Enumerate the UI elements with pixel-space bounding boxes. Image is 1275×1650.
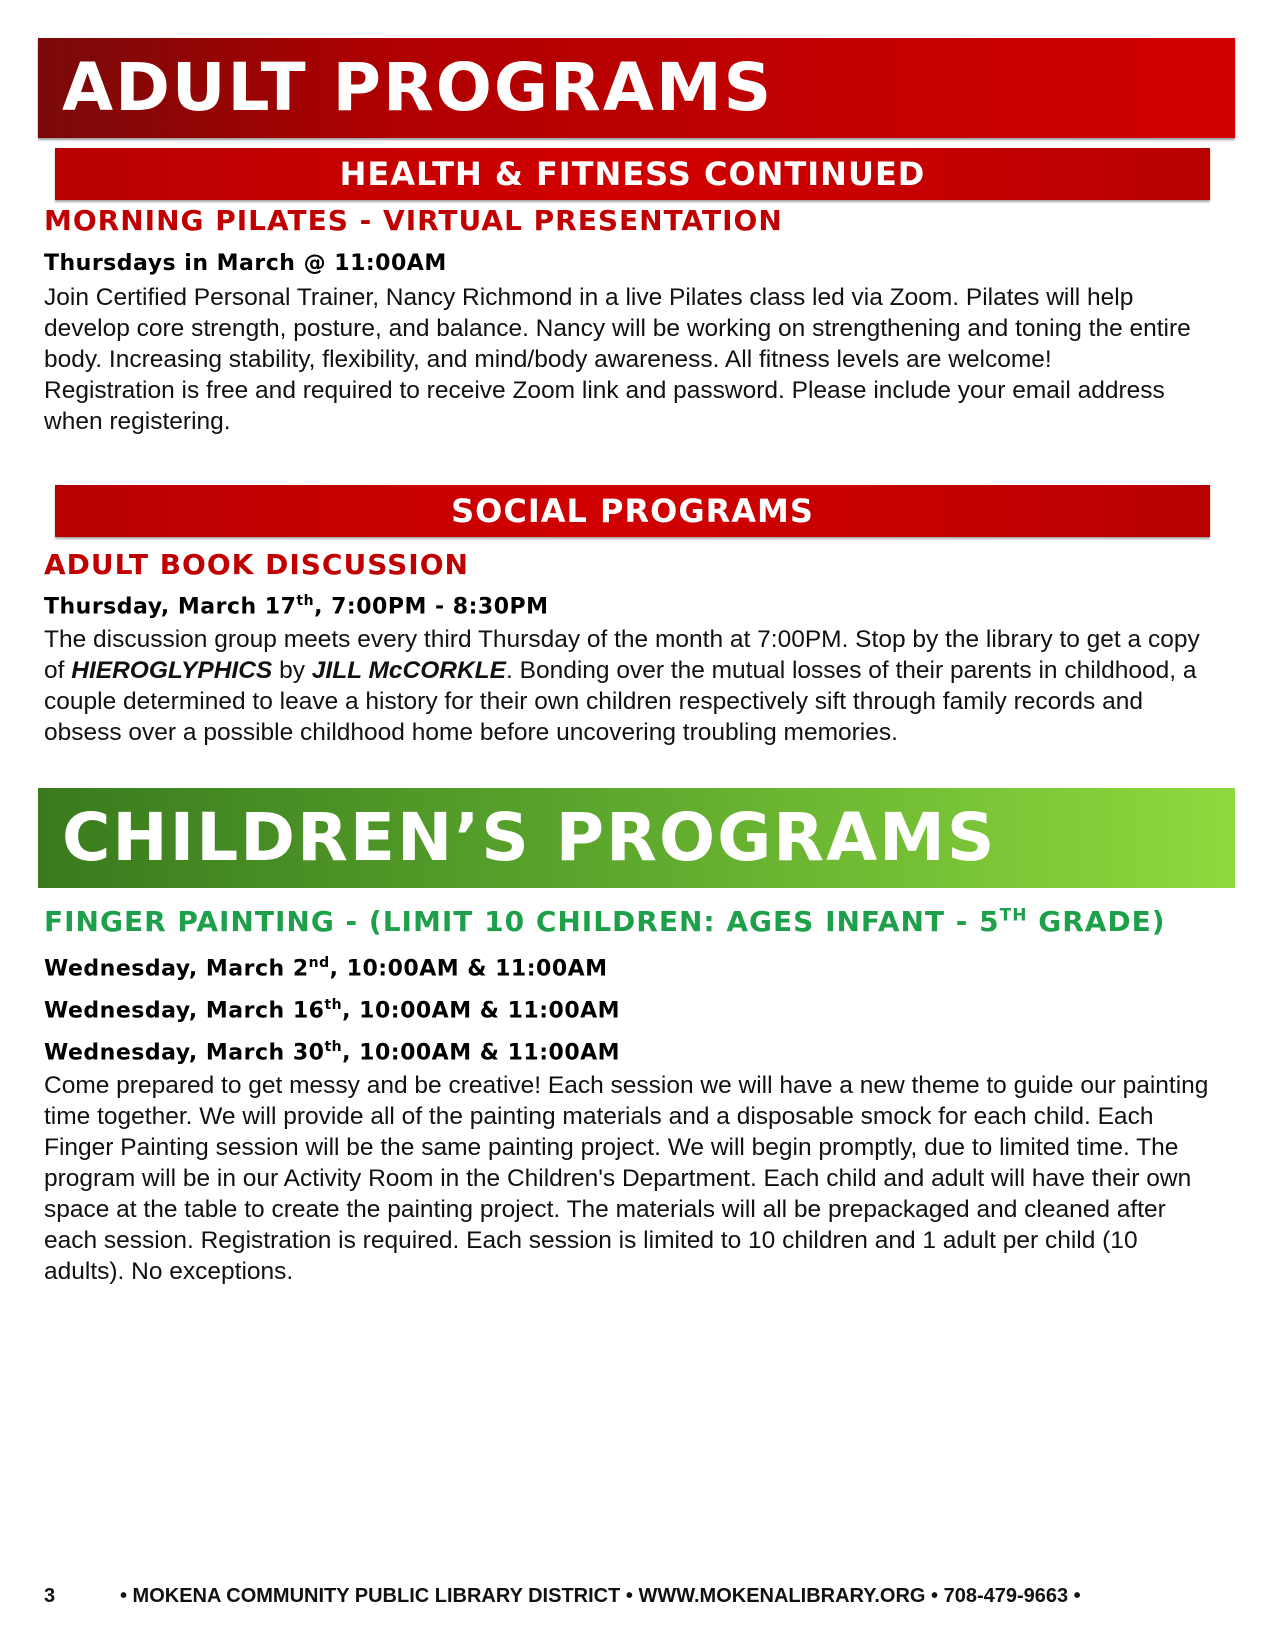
page-number: 3 bbox=[44, 1585, 56, 1607]
book-discussion-day: Thursday, March 17 bbox=[44, 594, 297, 620]
finger-painting-session bbox=[44, 997, 620, 1023]
book-discussion-schedule bbox=[44, 593, 549, 619]
book-discussion-day-suffix: th bbox=[296, 593, 315, 609]
childrens-programs-banner bbox=[38, 788, 1235, 888]
finger-painting-title bbox=[44, 905, 1166, 938]
pilates-description bbox=[44, 282, 1224, 437]
finger-painting-session bbox=[44, 955, 608, 981]
session-time: , 10:00AM & 11:00AM bbox=[342, 1040, 621, 1066]
finger-painting-session bbox=[44, 1039, 620, 1065]
pilates-schedule: Thursdays in March @ 11:00AM bbox=[44, 251, 447, 276]
session-day-suffix: th bbox=[324, 997, 343, 1013]
pilates-description-text: Join Certified Personal Trainer, Nancy Richmond in a live Pilates class led via Zoom. Pilates will help develop core strength, posture, and balance. Nancy will be working on strengthening and toning the entire body. Increasing stability, flexibility, and mind/body awareness. All fitness levels are welcome! bbox=[44, 284, 1191, 373]
book-discussion-time: , 7:00PM - 8:30PM bbox=[314, 594, 549, 620]
adult-programs-title: ADULT PROGRAMS bbox=[62, 49, 774, 126]
session-day-suffix: th bbox=[324, 1039, 343, 1055]
social-programs-section-bar bbox=[55, 485, 1210, 537]
social-programs-section-title: SOCIAL PROGRAMS bbox=[451, 492, 814, 530]
book-discussion-description bbox=[44, 624, 1224, 748]
finger-painting-title-part-b: GRADE) bbox=[1027, 905, 1166, 938]
childrens-programs-title: CHILDREN’S PROGRAMS bbox=[62, 799, 997, 876]
pilates-title: MORNING PILATES - VIRTUAL PRESENTATION bbox=[44, 204, 783, 237]
book-description-part-b: by bbox=[272, 657, 312, 684]
pilates-registration-text: Registration is free and required to receive Zoom link and password. Please include your email address when registering. bbox=[44, 377, 1165, 435]
book-discussion-title: ADULT BOOK DISCUSSION bbox=[44, 548, 469, 581]
session-time: , 10:00AM & 11:00AM bbox=[342, 998, 621, 1024]
book-description-part-c: . Bonding over the mutual losses of their parents in childhood, a couple determined to leave a history for their own children respectively sift through family records and obsess over a possible childhood home before uncovering troubling memories. bbox=[44, 657, 1197, 746]
finger-painting-title-part-a: FINGER PAINTING - (LIMIT 10 CHILDREN: AGES INFANT - 5 bbox=[44, 905, 1000, 938]
book-title: HIEROGLYPHICS bbox=[71, 657, 273, 684]
session-day: Wednesday, March 16 bbox=[44, 998, 325, 1024]
adult-programs-banner bbox=[38, 38, 1235, 138]
health-fitness-section-bar bbox=[55, 148, 1210, 200]
book-description-part-a: The discussion group meets every third Thursday of the month at 7:00PM. Stop by the library to get a copy of bbox=[44, 626, 1200, 684]
session-day: Wednesday, March 2 bbox=[44, 956, 309, 982]
session-time: , 10:00AM & 11:00AM bbox=[329, 956, 608, 982]
footer-contact-line: • MOKENA COMMUNITY PUBLIC LIBRARY DISTRICT • WWW.MOKENALIBRARY.ORG • 708-479-9663 • bbox=[120, 1585, 1081, 1607]
session-day-suffix: nd bbox=[308, 955, 330, 971]
health-fitness-section-title: HEALTH & FITNESS CONTINUED bbox=[339, 155, 926, 193]
finger-painting-grade-suffix: TH bbox=[999, 905, 1028, 926]
book-author: JILL McCORKLE bbox=[311, 657, 506, 684]
session-day: Wednesday, March 30 bbox=[44, 1040, 325, 1066]
finger-painting-description: Come prepared to get messy and be creative! Each session we will have a new theme to guide our painting time together. We will provide all of the painting materials and a disposable smock for each child. Each Finger Painting session will be the same painting project. We will begin promptly, due to limited time. The program will be in our Activity Room in the Children's Department. Each child and adult will have their own space at the table to create the painting project. The materials will all be prepackaged and cleaned after each session. Registration is required. Each session is limited to 10 children and 1 adult per child (10 adults). No exceptions. bbox=[44, 1072, 1209, 1285]
